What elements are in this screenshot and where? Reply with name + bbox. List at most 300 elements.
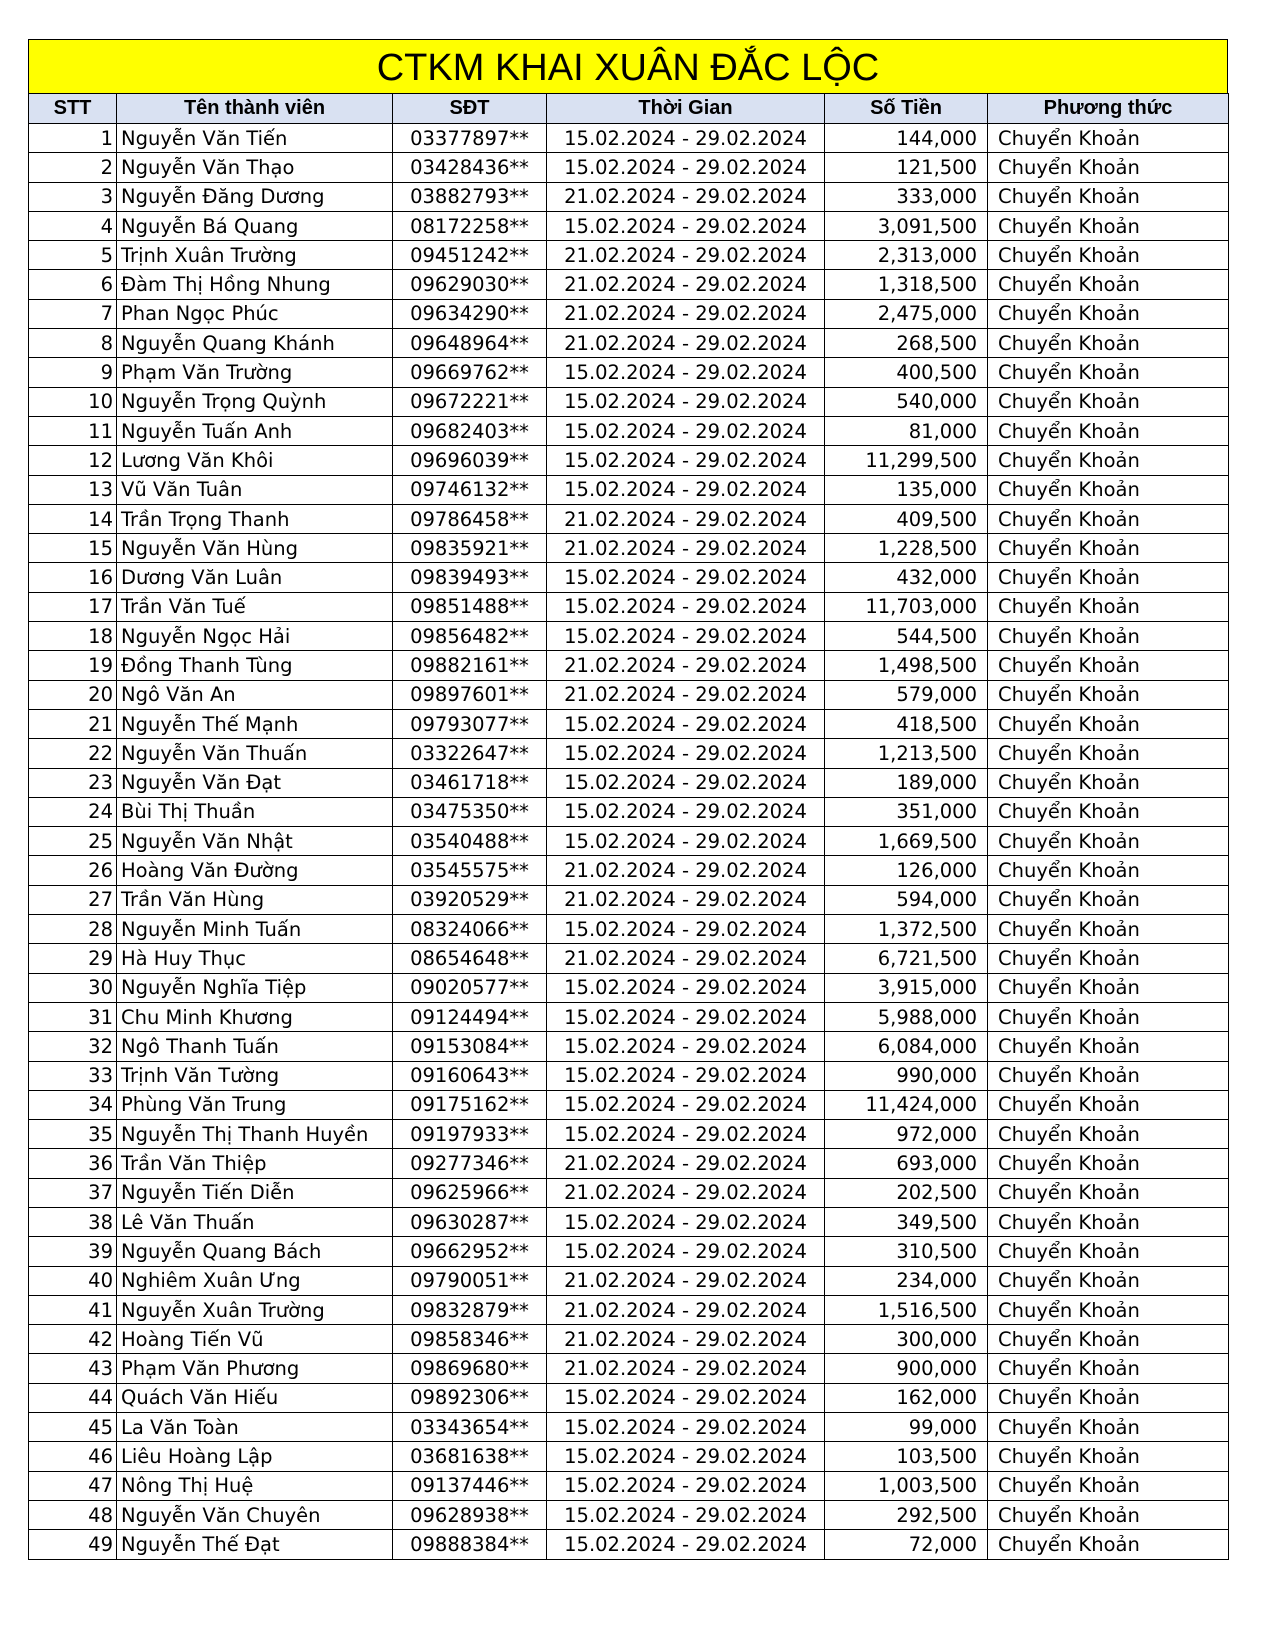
cell-phone: 09869680**	[393, 1354, 547, 1383]
table-row	[29, 1266, 1229, 1295]
cell-stt: 30	[29, 973, 117, 1002]
cell-period: 15.02.2024 - 29.02.2024	[547, 1032, 825, 1061]
cell-name: Nguyễn Bá Quang	[117, 211, 393, 240]
cell-phone: 03540488**	[393, 827, 547, 856]
cell-period: 15.02.2024 - 29.02.2024	[547, 592, 825, 621]
table-row	[29, 1354, 1229, 1383]
cell-phone: 09682403**	[393, 416, 547, 445]
table-row	[29, 270, 1229, 299]
cell-method: Chuyển Khoản	[988, 944, 1229, 973]
cell-phone: 09851488**	[393, 592, 547, 621]
cell-phone: 09630287**	[393, 1207, 547, 1236]
cell-name: Nguyễn Văn Nhật	[117, 827, 393, 856]
cell-amount: 121,500	[825, 153, 988, 182]
table-row	[29, 1120, 1229, 1149]
cell-name: Nguyễn Văn Chuyên	[117, 1500, 393, 1529]
table-row	[29, 358, 1229, 387]
cell-stt: 7	[29, 299, 117, 328]
cell-amount: 2,313,000	[825, 241, 988, 270]
cell-name: Nguyễn Thế Đạt	[117, 1530, 393, 1559]
cell-name: Nguyễn Trọng Quỳnh	[117, 387, 393, 416]
cell-method: Chuyển Khoản	[988, 534, 1229, 563]
cell-stt: 36	[29, 1149, 117, 1178]
cell-stt: 40	[29, 1266, 117, 1295]
cell-stt: 28	[29, 915, 117, 944]
cell-stt: 18	[29, 622, 117, 651]
table-body	[29, 124, 1229, 1560]
cell-name: Đàm Thị Hồng Nhung	[117, 270, 393, 299]
spreadsheet	[28, 39, 1228, 1560]
cell-amount: 3,091,500	[825, 211, 988, 240]
table-row	[29, 504, 1229, 533]
cell-phone: 09786458**	[393, 504, 547, 533]
cell-method: Chuyển Khoản	[988, 885, 1229, 914]
table-row	[29, 1471, 1229, 1500]
table-row	[29, 1178, 1229, 1207]
cell-phone: 09746132**	[393, 475, 547, 504]
cell-stt: 33	[29, 1061, 117, 1090]
cell-amount: 292,500	[825, 1500, 988, 1529]
cell-period: 15.02.2024 - 29.02.2024	[547, 973, 825, 1002]
cell-phone: 09832879**	[393, 1295, 547, 1324]
cell-method: Chuyển Khoản	[988, 299, 1229, 328]
cell-name: Nguyễn Văn Đạt	[117, 768, 393, 797]
cell-method: Chuyển Khoản	[988, 709, 1229, 738]
cell-period: 15.02.2024 - 29.02.2024	[547, 416, 825, 445]
cell-amount: 972,000	[825, 1120, 988, 1149]
cell-phone: 03322647**	[393, 739, 547, 768]
cell-phone: 09124494**	[393, 1002, 547, 1031]
cell-stt: 12	[29, 446, 117, 475]
cell-phone: 09137446**	[393, 1471, 547, 1500]
cell-period: 15.02.2024 - 29.02.2024	[547, 768, 825, 797]
cell-period: 15.02.2024 - 29.02.2024	[547, 827, 825, 856]
cell-amount: 2,475,000	[825, 299, 988, 328]
table-row	[29, 885, 1229, 914]
table-row	[29, 1032, 1229, 1061]
cell-phone: 09897601**	[393, 680, 547, 709]
cell-amount: 72,000	[825, 1530, 988, 1559]
cell-amount: 1,669,500	[825, 827, 988, 856]
cell-amount: 300,000	[825, 1325, 988, 1354]
cell-name: Phạm Văn Phương	[117, 1354, 393, 1383]
cell-method: Chuyển Khoản	[988, 416, 1229, 445]
cell-name: Nguyễn Thế Mạnh	[117, 709, 393, 738]
table-row	[29, 1383, 1229, 1412]
table-row	[29, 416, 1229, 445]
cell-phone: 03920529**	[393, 885, 547, 914]
cell-phone: 09634290**	[393, 299, 547, 328]
cell-amount: 162,000	[825, 1383, 988, 1412]
cell-stt: 25	[29, 827, 117, 856]
cell-method: Chuyển Khoản	[988, 973, 1229, 1002]
cell-method: Chuyển Khoản	[988, 329, 1229, 358]
cell-stt: 31	[29, 1002, 117, 1031]
cell-name: Trần Văn Thiệp	[117, 1149, 393, 1178]
cell-method: Chuyển Khoản	[988, 153, 1229, 182]
cell-name: Phạm Văn Trường	[117, 358, 393, 387]
cell-method: Chuyển Khoản	[988, 592, 1229, 621]
header-row	[29, 94, 1229, 124]
cell-amount: 11,703,000	[825, 592, 988, 621]
cell-stt: 26	[29, 856, 117, 885]
cell-amount: 1,498,500	[825, 651, 988, 680]
cell-method: Chuyển Khoản	[988, 1413, 1229, 1442]
cell-period: 15.02.2024 - 29.02.2024	[547, 475, 825, 504]
cell-period: 15.02.2024 - 29.02.2024	[547, 1090, 825, 1119]
cell-method: Chuyển Khoản	[988, 1002, 1229, 1031]
cell-name: Nguyễn Minh Tuấn	[117, 915, 393, 944]
cell-phone: 03882793**	[393, 182, 547, 211]
cell-method: Chuyển Khoản	[988, 563, 1229, 592]
table-row	[29, 856, 1229, 885]
cell-phone: 03681638**	[393, 1442, 547, 1471]
table-row	[29, 1149, 1229, 1178]
cell-phone: 08172258**	[393, 211, 547, 240]
cell-phone: 09839493**	[393, 563, 547, 592]
cell-name: Phùng Văn Trung	[117, 1090, 393, 1119]
cell-stt: 17	[29, 592, 117, 621]
cell-period: 15.02.2024 - 29.02.2024	[547, 1413, 825, 1442]
cell-period: 15.02.2024 - 29.02.2024	[547, 1207, 825, 1236]
cell-method: Chuyển Khoản	[988, 768, 1229, 797]
cell-amount: 135,000	[825, 475, 988, 504]
table-row	[29, 1530, 1229, 1559]
table-row	[29, 563, 1229, 592]
cell-period: 15.02.2024 - 29.02.2024	[547, 1530, 825, 1559]
cell-name: Nguyễn Nghĩa Tiệp	[117, 973, 393, 1002]
cell-stt: 39	[29, 1237, 117, 1266]
table-row	[29, 211, 1229, 240]
cell-method: Chuyển Khoản	[988, 827, 1229, 856]
cell-stt: 13	[29, 475, 117, 504]
cell-phone: 09277346**	[393, 1149, 547, 1178]
cell-amount: 1,372,500	[825, 915, 988, 944]
cell-period: 15.02.2024 - 29.02.2024	[547, 1442, 825, 1471]
table-row	[29, 534, 1229, 563]
cell-amount: 594,000	[825, 885, 988, 914]
cell-phone: 03377897**	[393, 124, 547, 153]
cell-stt: 34	[29, 1090, 117, 1119]
cell-method: Chuyển Khoản	[988, 1207, 1229, 1236]
cell-amount: 349,500	[825, 1207, 988, 1236]
cell-stt: 15	[29, 534, 117, 563]
cell-stt: 23	[29, 768, 117, 797]
cell-stt: 16	[29, 563, 117, 592]
cell-period: 21.02.2024 - 29.02.2024	[547, 1149, 825, 1178]
table-row	[29, 1413, 1229, 1442]
cell-amount: 6,721,500	[825, 944, 988, 973]
cell-name: Nguyễn Thị Thanh Huyền	[117, 1120, 393, 1149]
table-row	[29, 1207, 1229, 1236]
table-row	[29, 1442, 1229, 1471]
cell-method: Chuyển Khoản	[988, 1325, 1229, 1354]
cell-phone: 08324066**	[393, 915, 547, 944]
cell-method: Chuyển Khoản	[988, 1149, 1229, 1178]
cell-method: Chuyển Khoản	[988, 1500, 1229, 1529]
cell-stt: 8	[29, 329, 117, 358]
cell-method: Chuyển Khoản	[988, 680, 1229, 709]
table-row	[29, 973, 1229, 1002]
cell-name: Đồng Thanh Tùng	[117, 651, 393, 680]
cell-method: Chuyển Khoản	[988, 856, 1229, 885]
table-row	[29, 592, 1229, 621]
table-row	[29, 739, 1229, 768]
cell-stt: 22	[29, 739, 117, 768]
cell-amount: 81,000	[825, 416, 988, 445]
cell-period: 21.02.2024 - 29.02.2024	[547, 534, 825, 563]
cell-amount: 1,516,500	[825, 1295, 988, 1324]
cell-period: 15.02.2024 - 29.02.2024	[547, 709, 825, 738]
cell-name: Ngô Thanh Tuấn	[117, 1032, 393, 1061]
cell-amount: 11,299,500	[825, 446, 988, 475]
cell-period: 21.02.2024 - 29.02.2024	[547, 299, 825, 328]
table-row	[29, 387, 1229, 416]
cell-stt: 47	[29, 1471, 117, 1500]
cell-method: Chuyển Khoản	[988, 1032, 1229, 1061]
cell-amount: 3,915,000	[825, 973, 988, 1002]
table-row	[29, 709, 1229, 738]
table-row	[29, 475, 1229, 504]
cell-phone: 09648964**	[393, 329, 547, 358]
cell-period: 15.02.2024 - 29.02.2024	[547, 358, 825, 387]
cell-method: Chuyển Khoản	[988, 358, 1229, 387]
cell-amount: 544,500	[825, 622, 988, 651]
table-row	[29, 241, 1229, 270]
cell-period: 21.02.2024 - 29.02.2024	[547, 856, 825, 885]
cell-phone: 09625966**	[393, 1178, 547, 1207]
cell-method: Chuyển Khoản	[988, 739, 1229, 768]
cell-stt: 29	[29, 944, 117, 973]
cell-amount: 234,000	[825, 1266, 988, 1295]
cell-stt: 44	[29, 1383, 117, 1412]
cell-amount: 1,213,500	[825, 739, 988, 768]
cell-phone: 09882161**	[393, 651, 547, 680]
cell-name: Nguyễn Tiến Diễn	[117, 1178, 393, 1207]
cell-stt: 4	[29, 211, 117, 240]
cell-name: Phan Ngọc Phúc	[117, 299, 393, 328]
cell-phone: 09790051**	[393, 1266, 547, 1295]
cell-stt: 9	[29, 358, 117, 387]
cell-method: Chuyển Khoản	[988, 1090, 1229, 1119]
cell-period: 21.02.2024 - 29.02.2024	[547, 680, 825, 709]
cell-method: Chuyển Khoản	[988, 1295, 1229, 1324]
cell-phone: 09020577**	[393, 973, 547, 1002]
cell-name: Nghiêm Xuân Ưng	[117, 1266, 393, 1295]
cell-stt: 27	[29, 885, 117, 914]
cell-stt: 42	[29, 1325, 117, 1354]
cell-name: Nguyễn Văn Tiến	[117, 124, 393, 153]
table-row	[29, 1237, 1229, 1266]
cell-stt: 24	[29, 797, 117, 826]
table-row	[29, 827, 1229, 856]
cell-method: Chuyển Khoản	[988, 1266, 1229, 1295]
cell-method: Chuyển Khoản	[988, 797, 1229, 826]
table-row	[29, 1002, 1229, 1031]
cell-stt: 37	[29, 1178, 117, 1207]
table-row	[29, 446, 1229, 475]
cell-name: Hoàng Tiến Vũ	[117, 1325, 393, 1354]
cell-name: Bùi Thị Thuần	[117, 797, 393, 826]
cell-amount: 351,000	[825, 797, 988, 826]
cell-phone: 09451242**	[393, 241, 547, 270]
table-row	[29, 1500, 1229, 1529]
cell-amount: 189,000	[825, 768, 988, 797]
table-row	[29, 1325, 1229, 1354]
cell-method: Chuyển Khoản	[988, 270, 1229, 299]
cell-phone: 09835921**	[393, 534, 547, 563]
cell-name: Ngô Văn An	[117, 680, 393, 709]
cell-method: Chuyển Khoản	[988, 915, 1229, 944]
cell-name: Lê Văn Thuấn	[117, 1207, 393, 1236]
cell-phone: 09672221**	[393, 387, 547, 416]
cell-phone: 09628938**	[393, 1500, 547, 1529]
cell-phone: 09669762**	[393, 358, 547, 387]
cell-name: Dương Văn Luân	[117, 563, 393, 592]
cell-method: Chuyển Khoản	[988, 1442, 1229, 1471]
cell-stt: 43	[29, 1354, 117, 1383]
header-period: Thời Gian	[547, 94, 825, 124]
cell-amount: 11,424,000	[825, 1090, 988, 1119]
cell-amount: 5,988,000	[825, 1002, 988, 1031]
cell-stt: 11	[29, 416, 117, 445]
cell-name: Nguyễn Tuấn Anh	[117, 416, 393, 445]
cell-method: Chuyển Khoản	[988, 622, 1229, 651]
cell-amount: 144,000	[825, 124, 988, 153]
cell-name: Hà Huy Thục	[117, 944, 393, 973]
table-row	[29, 1090, 1229, 1119]
cell-stt: 19	[29, 651, 117, 680]
cell-period: 15.02.2024 - 29.02.2024	[547, 739, 825, 768]
cell-period: 21.02.2024 - 29.02.2024	[547, 182, 825, 211]
cell-method: Chuyển Khoản	[988, 1354, 1229, 1383]
cell-period: 21.02.2024 - 29.02.2024	[547, 1178, 825, 1207]
cell-period: 15.02.2024 - 29.02.2024	[547, 387, 825, 416]
cell-period: 21.02.2024 - 29.02.2024	[547, 504, 825, 533]
cell-name: Quách Văn Hiếu	[117, 1383, 393, 1412]
table-row	[29, 915, 1229, 944]
cell-name: Nguyễn Ngọc Hải	[117, 622, 393, 651]
cell-period: 21.02.2024 - 29.02.2024	[547, 1266, 825, 1295]
cell-period: 21.02.2024 - 29.02.2024	[547, 1325, 825, 1354]
table-row	[29, 153, 1229, 182]
cell-amount: 333,000	[825, 182, 988, 211]
cell-method: Chuyển Khoản	[988, 651, 1229, 680]
header-amount: Số Tiền	[825, 94, 988, 124]
cell-amount: 900,000	[825, 1354, 988, 1383]
header-phone: SĐT	[393, 94, 547, 124]
cell-period: 15.02.2024 - 29.02.2024	[547, 1383, 825, 1412]
cell-period: 15.02.2024 - 29.02.2024	[547, 1120, 825, 1149]
cell-method: Chuyển Khoản	[988, 1061, 1229, 1090]
cell-name: Vũ Văn Tuân	[117, 475, 393, 504]
cell-amount: 418,500	[825, 709, 988, 738]
cell-amount: 126,000	[825, 856, 988, 885]
cell-phone: 03343654**	[393, 1413, 547, 1442]
cell-amount: 540,000	[825, 387, 988, 416]
cell-period: 15.02.2024 - 29.02.2024	[547, 797, 825, 826]
cell-phone: 03428436**	[393, 153, 547, 182]
cell-period: 21.02.2024 - 29.02.2024	[547, 1354, 825, 1383]
table-row	[29, 651, 1229, 680]
cell-phone: 03461718**	[393, 768, 547, 797]
cell-phone: 09153084**	[393, 1032, 547, 1061]
cell-stt: 5	[29, 241, 117, 270]
cell-amount: 99,000	[825, 1413, 988, 1442]
cell-stt: 6	[29, 270, 117, 299]
table-row	[29, 1295, 1229, 1324]
cell-name: La Văn Toàn	[117, 1413, 393, 1442]
cell-phone: 09175162**	[393, 1090, 547, 1119]
cell-period: 15.02.2024 - 29.02.2024	[547, 1061, 825, 1090]
cell-phone: 09888384**	[393, 1530, 547, 1559]
table-row	[29, 797, 1229, 826]
cell-period: 15.02.2024 - 29.02.2024	[547, 211, 825, 240]
cell-name: Nguyễn Xuân Trường	[117, 1295, 393, 1324]
member-table	[28, 93, 1229, 1560]
header-stt: STT	[29, 94, 117, 124]
table-row	[29, 124, 1229, 153]
cell-method: Chuyển Khoản	[988, 446, 1229, 475]
cell-name: Liêu Hoàng Lập	[117, 1442, 393, 1471]
cell-period: 15.02.2024 - 29.02.2024	[547, 622, 825, 651]
cell-name: Nguyễn Quang Bách	[117, 1237, 393, 1266]
cell-name: Trần Văn Hùng	[117, 885, 393, 914]
cell-stt: 32	[29, 1032, 117, 1061]
cell-name: Nguyễn Quang Khánh	[117, 329, 393, 358]
sheet-title: CTKM KHAI XUÂN ĐẮC LỘC	[28, 39, 1228, 93]
cell-period: 15.02.2024 - 29.02.2024	[547, 446, 825, 475]
cell-stt: 3	[29, 182, 117, 211]
cell-stt: 45	[29, 1413, 117, 1442]
table-row	[29, 182, 1229, 211]
cell-period: 21.02.2024 - 29.02.2024	[547, 944, 825, 973]
cell-period: 15.02.2024 - 29.02.2024	[547, 1471, 825, 1500]
cell-name: Chu Minh Khương	[117, 1002, 393, 1031]
cell-name: Trịnh Văn Tường	[117, 1061, 393, 1090]
cell-amount: 1,003,500	[825, 1471, 988, 1500]
cell-name: Trần Văn Tuế	[117, 592, 393, 621]
cell-method: Chuyển Khoản	[988, 1178, 1229, 1207]
cell-amount: 579,000	[825, 680, 988, 709]
cell-name: Nguyễn Văn Thuấn	[117, 739, 393, 768]
cell-method: Chuyển Khoản	[988, 387, 1229, 416]
cell-name: Nguyễn Văn Thạo	[117, 153, 393, 182]
cell-period: 15.02.2024 - 29.02.2024	[547, 1002, 825, 1031]
cell-phone: 09858346**	[393, 1325, 547, 1354]
cell-name: Trần Trọng Thanh	[117, 504, 393, 533]
cell-name: Trịnh Xuân Trường	[117, 241, 393, 270]
cell-amount: 400,500	[825, 358, 988, 387]
cell-amount: 432,000	[825, 563, 988, 592]
table-row	[29, 768, 1229, 797]
cell-method: Chuyển Khoản	[988, 241, 1229, 270]
cell-stt: 14	[29, 504, 117, 533]
cell-method: Chuyển Khoản	[988, 211, 1229, 240]
cell-name: Nông Thị Huệ	[117, 1471, 393, 1500]
table-row	[29, 1061, 1229, 1090]
cell-stt: 21	[29, 709, 117, 738]
cell-stt: 41	[29, 1295, 117, 1324]
cell-method: Chuyển Khoản	[988, 475, 1229, 504]
cell-name: Nguyễn Văn Hùng	[117, 534, 393, 563]
table-row	[29, 680, 1229, 709]
cell-stt: 20	[29, 680, 117, 709]
cell-name: Hoàng Văn Đường	[117, 856, 393, 885]
cell-period: 21.02.2024 - 29.02.2024	[547, 885, 825, 914]
cell-period: 15.02.2024 - 29.02.2024	[547, 563, 825, 592]
cell-phone: 03545575**	[393, 856, 547, 885]
